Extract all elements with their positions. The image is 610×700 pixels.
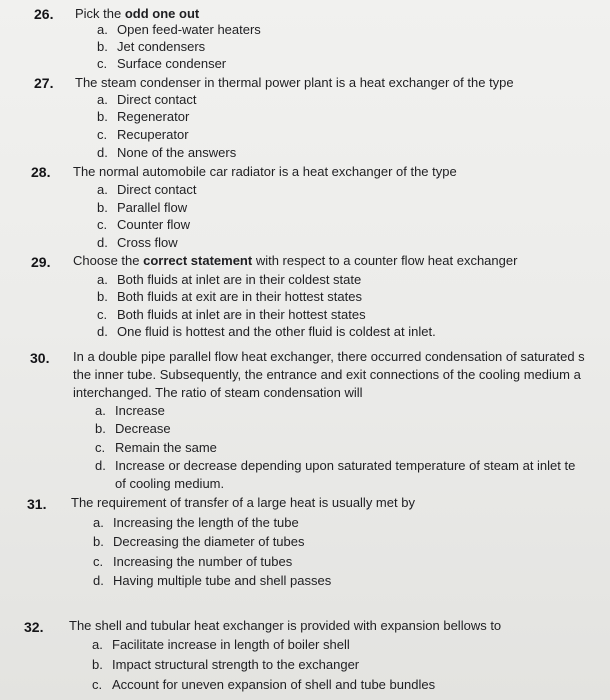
option-letter: d. <box>93 573 104 588</box>
option-text: Direct contact <box>117 182 197 197</box>
option-letter: b. <box>97 200 108 215</box>
option-a <box>97 91 196 109</box>
question-text: The normal automobile car radiator is a heat exchanger of the type <box>73 164 457 179</box>
option-a <box>92 636 350 654</box>
option-letter: c. <box>95 440 106 455</box>
option-d <box>97 144 236 162</box>
question-number: 30. <box>30 350 50 366</box>
option-text: Remain the same <box>115 440 217 455</box>
option-letter: a. <box>97 22 108 37</box>
option-b <box>97 108 189 126</box>
option-b <box>95 420 171 438</box>
option-letter: c. <box>97 127 108 142</box>
option-d <box>97 323 436 341</box>
option-letter: c. <box>92 677 103 692</box>
option-d <box>95 457 575 475</box>
option-letter: b. <box>92 657 103 672</box>
question-text-line: In a double pipe parallel flow heat exchanger, there occurred condensation of saturated s <box>73 349 585 364</box>
option-a <box>97 21 261 39</box>
option-b <box>97 38 205 56</box>
option-letter: a. <box>95 403 106 418</box>
question-text: The shell and tubular heat exchanger is provided with expansion bellows to <box>69 618 502 633</box>
option-text: Direct contact <box>117 92 197 107</box>
option-letter: d. <box>97 145 108 160</box>
option-letter: b. <box>97 109 108 124</box>
question-text-part: Choose the <box>73 253 144 268</box>
option-letter: b. <box>95 421 106 436</box>
option-text: Regenerator <box>117 109 190 124</box>
option-letter: b. <box>93 534 104 549</box>
option-text: Having multiple tube and shell passes <box>113 573 332 588</box>
option-letter: c. <box>97 217 108 232</box>
option-text: Decreasing the diameter of tubes <box>113 534 305 549</box>
question-text-bold: odd one out <box>124 6 200 21</box>
option-letter: a. <box>97 92 108 107</box>
option-text: Surface condenser <box>117 56 227 71</box>
option-text: Impact structural strength to the exchanger <box>112 657 360 672</box>
option-a <box>97 181 196 199</box>
question-text: The steam condenser in thermal power plant is a heat exchanger of the type <box>75 75 514 90</box>
option-letter: b. <box>97 289 108 304</box>
question-text-part: Pick the <box>75 6 125 21</box>
question-text-line: interchanged. The ratio of steam condensation will <box>73 385 363 400</box>
option-text: Parallel flow <box>117 200 188 215</box>
option-letter: c. <box>93 554 104 569</box>
option-letter: a. <box>97 272 108 287</box>
option-text: Decrease <box>115 421 171 436</box>
option-c <box>93 553 292 571</box>
option-b <box>92 656 359 674</box>
option-letter: a. <box>97 182 108 197</box>
option-letter: c. <box>97 307 108 322</box>
option-letter: d. <box>97 235 108 250</box>
option-text: Counter flow <box>117 217 190 232</box>
option-letter: d. <box>97 324 108 339</box>
question-text-part: with respect to a counter flow heat exchanger <box>252 253 518 268</box>
option-text: Increasing the length of the tube <box>113 515 299 530</box>
option-c <box>97 216 190 234</box>
question-number: 29. <box>31 254 51 270</box>
option-text: Both fluids at inlet are in their hottest states <box>117 307 366 322</box>
option-c <box>97 55 226 73</box>
option-letter: d. <box>95 458 106 473</box>
option-c <box>92 676 435 694</box>
option-text: Facilitate increase in length of boiler shell <box>112 637 350 652</box>
option-c <box>97 306 366 324</box>
option-text: Jet condensers <box>117 39 206 54</box>
question-text-bold: correct statement <box>143 253 253 268</box>
option-d-continuation: of cooling medium. <box>115 476 225 491</box>
option-a <box>95 402 165 420</box>
option-text: Increasing the number of tubes <box>113 554 293 569</box>
question-number: 32. <box>24 619 44 635</box>
option-text: Recuperator <box>117 127 189 142</box>
question-number: 28. <box>31 164 51 180</box>
option-a <box>97 271 361 289</box>
option-c <box>97 126 189 144</box>
option-letter: c. <box>97 56 108 71</box>
option-text: Increase or decrease depending upon saturated temperature of steam at inlet te <box>115 458 576 473</box>
option-text: Increase <box>115 403 165 418</box>
option-letter: a. <box>92 637 103 652</box>
option-d <box>93 572 331 590</box>
option-b <box>97 199 187 217</box>
option-text: One fluid is hottest and the other fluid is coldest at inlet. <box>117 324 436 339</box>
question-number: 26. <box>34 6 54 22</box>
option-a <box>93 514 299 532</box>
question-number: 27. <box>34 75 54 91</box>
question-text-line: the inner tube. Subsequently, the entrance and exit connections of the cooling medium a <box>73 367 581 382</box>
option-text: None of the answers <box>117 145 237 160</box>
option-text: Both fluids at exit are in their hottest states <box>117 289 362 304</box>
option-c <box>95 439 217 457</box>
question-text: The requirement of transfer of a large heat is usually met by <box>71 495 415 510</box>
option-text: Open feed-water heaters <box>117 22 261 37</box>
option-b <box>93 533 305 551</box>
question-text <box>75 5 199 23</box>
option-text: Cross flow <box>117 235 178 250</box>
option-text: Both fluids at inlet are in their coldest state <box>117 272 362 287</box>
option-b <box>97 288 362 306</box>
option-letter: a. <box>93 515 104 530</box>
option-text: Account for uneven expansion of shell and tube bundles <box>112 677 436 692</box>
option-letter: b. <box>97 39 108 54</box>
question-number: 31. <box>27 496 47 512</box>
question-text <box>73 252 517 270</box>
option-d <box>97 234 178 252</box>
